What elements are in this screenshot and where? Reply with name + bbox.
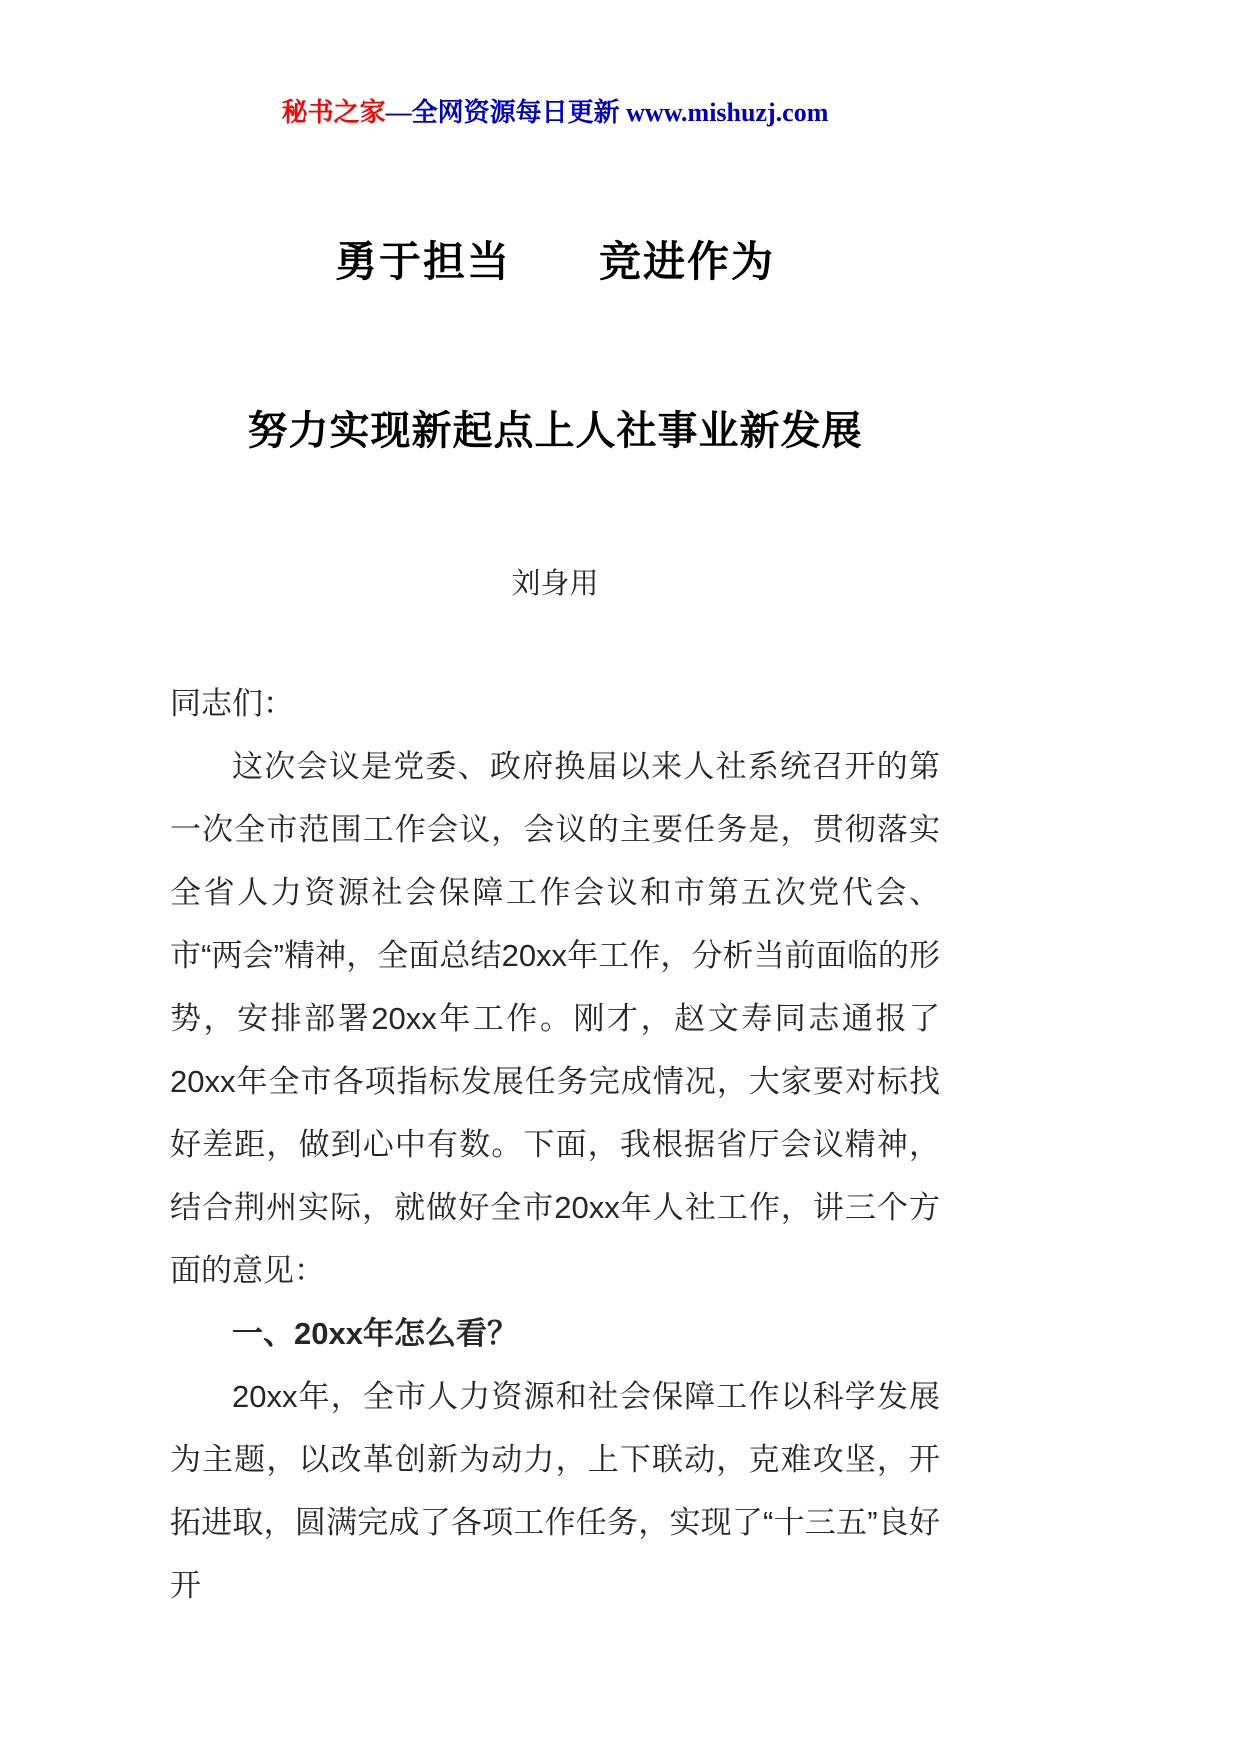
site-brand-text: 秘书之家 [281,98,386,127]
site-tagline-text: —全网资源每日更新 [385,98,627,127]
paragraph-1: 这次会议是党委、政府换届以来人社系统召开的第一次全市范围工作会议，会议的主要任务是，贯彻落实全省人力资源社会保障工作会议和市第五次党代会、市“两会”精神，全面总结20xx年工作，分析当前面临的形势，安排部署20xx年工作。刚才，赵文寿同志通报了20xx年全市各项指标发展任务完成情况，大家要对标找好差距，做到心中有数。下面，我根据省厅会议精神，结合荆州实际，就做好全市20xx年人社工作，讲三个方面的意见： [170,749,940,1288]
salutation-line: 同志们： [170,686,294,721]
paragraph-2: 20xx年，全市人力资源和社会保障工作以科学发展为主题，以改革创新为动力，上下联动，克难攻坚，开拓进取，圆满完成了各项工作任务，实现了“十三五”良好开 [170,1379,940,1603]
document-header [170,92,940,129]
section-heading-1: 一、20xx年怎么看？ [232,1316,518,1351]
main-title-line1: 勇于担当 竞进作为 [334,240,775,286]
document-body [170,672,940,1617]
main-title-line2: 努力实现新起点上人社事业新发展 [247,408,863,453]
author-name: 刘身用 [511,568,599,600]
site-url-link[interactable]: www.mishuzj.com [626,98,829,127]
